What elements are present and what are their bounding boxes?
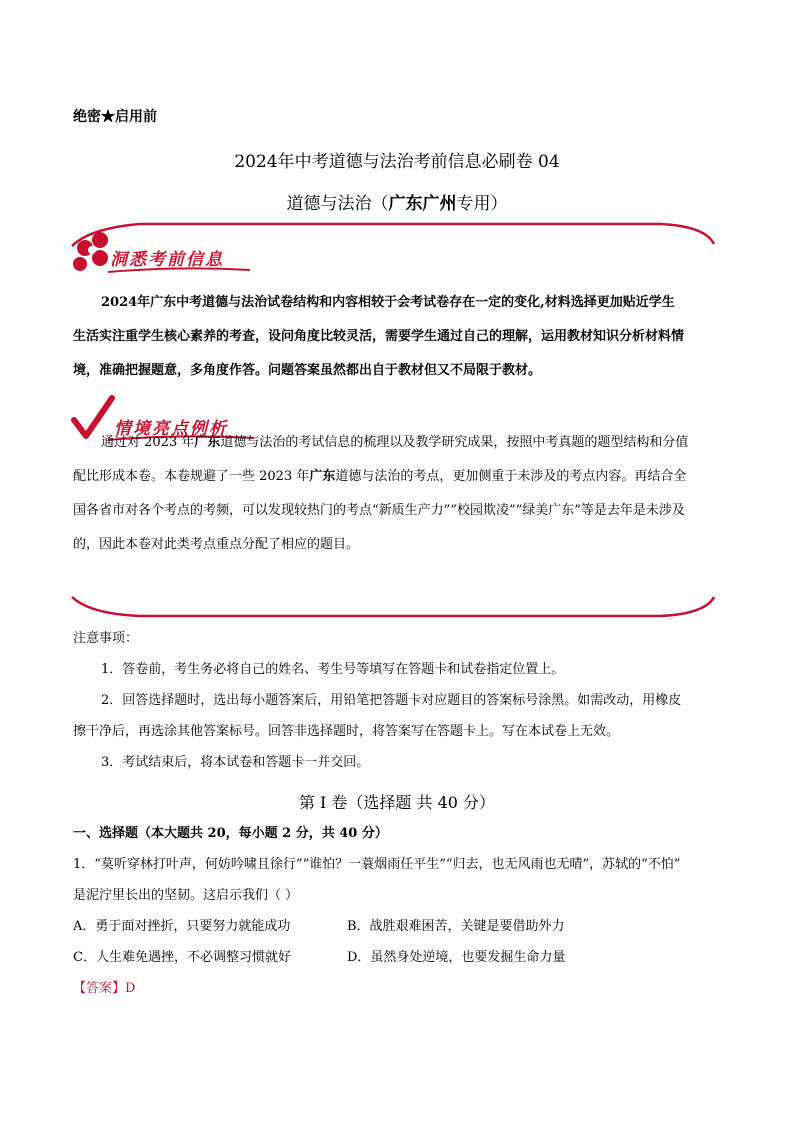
option-a: A．勇于面对挫折，只要努力就能成功 (73, 919, 291, 934)
answer-line (73, 973, 723, 1004)
subtitle-suffix: 专用） (456, 194, 508, 214)
option-d: D．虽然身处逆境，也要发掘生命力量 (347, 950, 566, 965)
notes-item-2: 2．回答选择题时，选出每小题答案后，用铅笔把答题卡对应题目的答案标号涂黑。如需改动，用橡皮 (101, 693, 682, 708)
part1-title: 第 I 卷（选择题 共 40 分） (298, 793, 496, 812)
highlight-line-2: 配比形成本卷。本卷规避了一些 2023 年广东道德与法治的考点，更加侧重于未涉及的考点内容。再结合全 (73, 469, 687, 484)
insight-paragraph (73, 286, 719, 388)
insight-line-1: 2024年广东中考道德与法治试卷结构和内容相较于会考试卷存在一定的变化,材料选择更加贴近学生 (101, 295, 675, 310)
flower-icon (73, 232, 108, 271)
confidential-label: 绝密★启用前 (73, 109, 157, 125)
options-row-2 (73, 942, 723, 973)
highlight-line-1: 通过对 2023 年广东道德与法治的考试信息的梳理以及教学研究成果，按照中考真题的题型结构和分值 (101, 435, 689, 450)
question-1-stem-1: 1．“莫听穿林打叶声，何妨吟啸且徐行”“谁怕？一蓑烟雨任平生”“归去，也无风雨也无晴”，苏轼的“不怕” (73, 857, 681, 872)
notes-item-1: 1．答卷前，考生务必将自己的姓名、考生号等填写在答题卡和试卷指定位置上。 (101, 662, 565, 677)
notes-block (73, 623, 723, 778)
page-title: 2024年中考道德与法治考前信息必刷卷 04 (234, 152, 560, 172)
subtitle-prefix: 道德与法治（ (286, 194, 389, 214)
insight-line-3: 境，准确把握题意，多角度作答。问题答案虽然都出自于教材但又不局限于教材。 (73, 363, 542, 378)
notes-heading: 注意事项： (73, 631, 139, 646)
highlight-line-3: 国各省市对各个考点的考频，可以发现较热门的考点“新质生产力”“校园欺凌”“绿美广东”等是去年是未涉及 (73, 503, 685, 518)
option-c: C．人生难免遇挫，不必调整习惯就好 (73, 950, 291, 965)
notes-item-3: 3．考试结束后，将本试卷和答题卡一并交回。 (101, 755, 370, 770)
insight-line-2: 生活实注重学生核心素养的考查，设问角度比较灵活，需要学生通过自己的理解，运用教材知识分析材料情 (73, 329, 685, 344)
subtitle-region: 广东广州 (388, 194, 457, 214)
answer-label: 【答案】 (73, 981, 126, 996)
banner-highlight: 情境亮点例析 (114, 419, 228, 439)
options-row-1 (73, 911, 723, 942)
notes-item-2-cont: 擦干净后，再选涂其他答案标号。回答非选择题时，将答案写在答题卡上。写在本试卷上无效。 (73, 724, 620, 739)
banner-insight: 洞悉考前信息 (110, 250, 224, 270)
frame-top-arc (72, 224, 714, 246)
question-1-stem-2: 是泥泞里长出的坚韧。这启示我们（ ） (73, 888, 299, 903)
choice-section-heading: 一、选择题（本大题共 20，每小题 2 分，共 40 分） (73, 826, 388, 841)
frame-bottom-arc (72, 597, 714, 616)
answer-value: D (125, 981, 136, 996)
option-b: B．战胜艰难困苦，关键是要借助外力 (347, 919, 565, 934)
highlight-line-4: 的，因此本卷对此类考点重点分配了相应的题目。 (73, 537, 360, 552)
question-1 (73, 849, 723, 1004)
highlight-paragraph (73, 426, 719, 562)
